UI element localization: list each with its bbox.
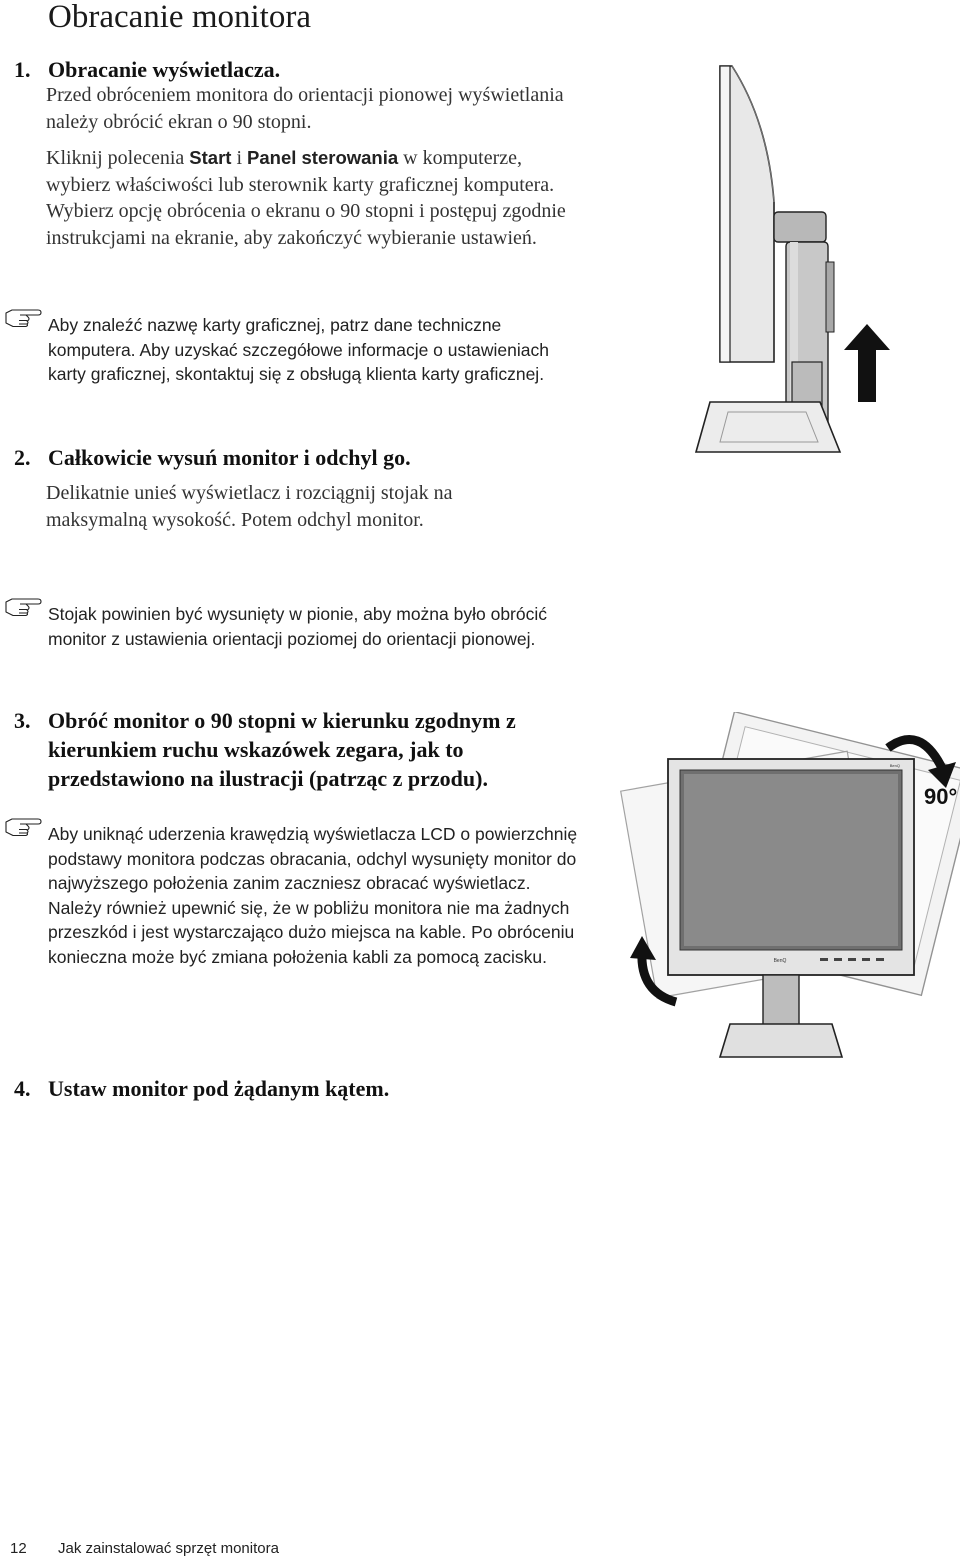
step-3-number: 3.: [14, 708, 31, 733]
step-2-number: 2.: [14, 445, 31, 470]
step-1-para1: Przed obróceniem monitora do orientacji pionowej wyświetlania należy obrócić ekran o 90 stopni.: [46, 84, 564, 133]
monitor-rotation-illustration: [620, 712, 960, 1062]
monitor-side-view-illustration: [690, 62, 900, 462]
page-footer: [10, 1540, 279, 1557]
note-1-text: Aby znaleźć nazwę karty graficznej, patrz dane techniczne komputera. Aby uzyskać szczegółowe informacje o ustawieniach karty graficznej, skontaktuj się z obsługą klienta karty graficznej.: [48, 315, 549, 385]
note-2-text: Stojak powinien być wysunięty w pionie, aby można było obrócić monitor z ustawienia orientacji poziomej do orientacji pionowej.: [48, 604, 548, 649]
step-2-heading: Całkowicie wysuń monitor i odchyl go.: [48, 445, 411, 470]
rotation-angle-label: 90°: [924, 784, 958, 809]
step-1-number: 1.: [14, 57, 31, 82]
step-1-heading: Obracanie wyświetlacza.: [48, 57, 281, 82]
para2-text-b: i: [231, 147, 248, 169]
step-3-heading: Obróć monitor o 90 stopni w kierunku zgodnym z kierunkiem ruchu wskazówek zegara, jak to przedstawiono na ilustracji (patrząc z przodu).: [48, 708, 516, 791]
step-4-heading: Ustaw monitor pod żądanym kątem.: [48, 1076, 390, 1101]
page-title: Obracanie monitora: [48, 0, 311, 35]
step-1-para2: [46, 145, 566, 251]
para2-text-c: w komputerze, wybierz właściwości lub sterownik karty graficznej komputera. Wybierz opcję obrócenia o ekranu o 90 stopni i postępuj zgodnie instrukcjami na ekranie, aby zakończyć wybieranie ustawień.: [46, 147, 566, 249]
pointing-hand-icon: [4, 816, 42, 838]
step-4-number: 4.: [14, 1076, 31, 1101]
step-2-body: Delikatnie unieś wyświetlacz i rozciągnij stojak na maksymalną wysokość. Potem odchyl monitor.: [46, 482, 453, 531]
page-number: 12: [10, 1540, 27, 1557]
pointing-hand-icon: [4, 307, 42, 329]
note-3-line2: Należy również upewnić się, że w pobliżu monitora nie ma żadnych przeszkód i jest wystarczająco dużo miejsca na kable. Po obróceniu konieczna może być zmiana położenia kabli za pomocą zacisku.: [48, 897, 575, 967]
brand-top-label: BenQ: [889, 763, 900, 768]
note-3-line1: Aby uniknąć uderzenia krawędzią wyświetlacza LCD o powierzchnię podstawy monitora podczas obracania, odchyl wysunięty monitor do najwyższego położenia zanim zaczniesz obracać wyświetlacz.: [48, 824, 578, 894]
note-3: [48, 822, 578, 970]
brand-bottom-label: BenQ: [773, 958, 787, 964]
note-2: [48, 602, 578, 651]
start-label: Start: [189, 147, 232, 168]
para2-text-a: Kliknij polecenia: [46, 147, 190, 169]
note-1: [48, 313, 588, 387]
up-arrow-icon: [844, 324, 890, 402]
footer-section-title: Jak zainstalować sprzęt monitora: [58, 1540, 279, 1557]
control-panel-label: Panel sterowania: [247, 147, 399, 168]
step-1-body: [46, 82, 566, 251]
pointing-hand-icon: [4, 596, 42, 618]
